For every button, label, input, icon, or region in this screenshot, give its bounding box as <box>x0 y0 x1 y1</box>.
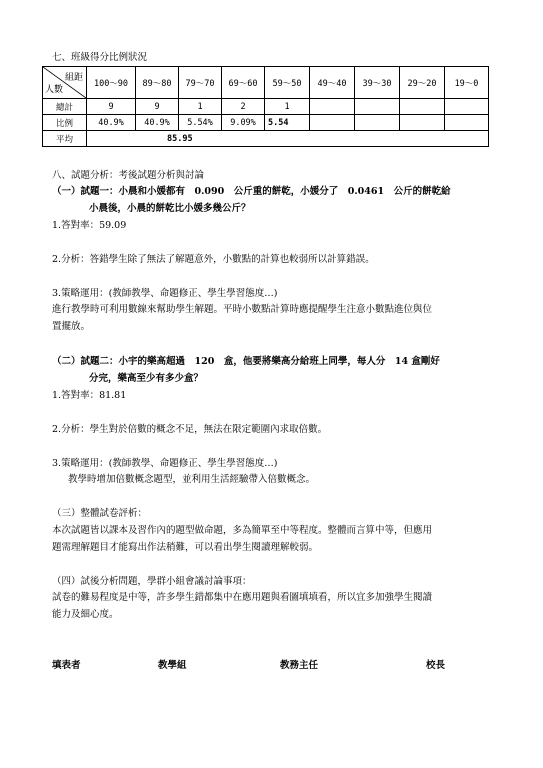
range-header: 69～60 <box>222 67 265 99</box>
question2-strategy-heading: 3.策略運用：(教師教學、命題修正、學生學習態度…) <box>52 458 278 469</box>
table-cell: 9.09% <box>222 115 265 131</box>
table-cell <box>310 99 355 115</box>
question1-analysis: 2.分析：答錯學生除了無法了解題意外，小數點的計算也較弱所以計算錯誤。 <box>52 254 375 265</box>
section7-title: 七、班級得分比例狀況 <box>52 52 148 63</box>
table-cell: 9 <box>136 99 179 115</box>
signature-teaching-section: 教學組 <box>158 660 187 671</box>
row-label: 平均 <box>43 131 87 147</box>
table-corner-cell <box>43 67 87 99</box>
range-header: 59～50 <box>265 67 310 99</box>
range-header: 29～20 <box>400 67 445 99</box>
range-header: 89～80 <box>136 67 179 99</box>
range-header: 19～0 <box>445 67 489 99</box>
section4-text-cont: 能力及細心度。 <box>52 609 119 620</box>
section4-title: （四）試後分析問題，學群小組會議討論事項： <box>52 576 252 587</box>
range-header: 49～40 <box>310 67 355 99</box>
section8-title: 八、試題分析：考後試題分析與討論 <box>52 170 205 181</box>
range-header: 39～30 <box>355 67 400 99</box>
corner-bottom-label: 人數 <box>45 85 64 95</box>
table-cell: 1 <box>265 99 310 115</box>
question1-strategy-text-cont: 置擺放。 <box>52 321 91 332</box>
table-cell <box>355 99 400 115</box>
question1-strategy-heading: 3.策略運用：(教師教學、命題修正、學生學習態度…) <box>52 288 278 299</box>
table-cell: 9 <box>87 99 136 115</box>
table-cell <box>400 99 445 115</box>
question1-line1: （一）試題一：小晨和小媛都有 0.090 公斤重的餅乾，小媛分了 0.0461 公斤的餅乾給 <box>52 186 451 197</box>
corner-top-label: 組距 <box>64 73 83 83</box>
question1-line2: 小晨後，小晨的餅乾比小媛多幾公斤？ <box>89 203 251 214</box>
table-row-total <box>43 99 489 115</box>
table-cell: 1 <box>179 99 222 115</box>
table-cell: 40.9% <box>136 115 179 131</box>
signature-academic-director: 教務主任 <box>280 660 319 671</box>
average-value: 85.95 <box>87 131 489 147</box>
signature-principal: 校長 <box>426 660 446 671</box>
table-cell <box>310 115 355 131</box>
question2-strategy-text: 教學時增加倍數概念題型，並利用生活經驗帶入倍數概念。 <box>68 474 316 485</box>
table-cell: 40.9% <box>87 115 136 131</box>
row-label: 比例 <box>43 115 87 131</box>
row-label: 總計 <box>43 99 87 115</box>
question2-analysis: 2.分析：學生對於倍數的概念不足，無法在限定範圍內求取倍數。 <box>52 424 328 435</box>
section3-title: （三）整體試卷評析： <box>52 508 148 519</box>
table-cell <box>445 99 489 115</box>
section3-text-cont: 題需理解題目才能寫出作法稍難，可以看出學生閱讀理解較弱。 <box>52 542 319 553</box>
range-header: 79～70 <box>179 67 222 99</box>
signature-preparer: 填表者 <box>52 660 81 671</box>
table-header-row <box>43 67 489 99</box>
table-row-average <box>43 131 489 147</box>
question2-line1: （二）試題二：小宇的樂高超過 120 盒，他要將樂高分給班上同學，每人分 14 盒剛好 <box>52 356 440 367</box>
question2-line2: 分完，樂高至少有多少盒？ <box>89 373 204 384</box>
table-cell <box>355 115 400 131</box>
table-cell <box>445 115 489 131</box>
table-row-ratio <box>43 115 489 131</box>
range-header: 100～90 <box>87 67 136 99</box>
section4-text: 試卷的難易程度是中等，許多學生錯都集中在應用題與看圖填填看，所以宜多加強學生閱讀 <box>52 592 433 603</box>
score-distribution-table <box>42 66 489 147</box>
table-cell: 5.54% <box>179 115 222 131</box>
question2-correct-rate: 1.答對率：81.81 <box>52 390 127 401</box>
question1-strategy-text: 進行教學時可利用數線來幫助學生解題。平時小數點計算時應提醒學生注意小數點進位與位 <box>52 304 433 315</box>
table-cell: 2 <box>222 99 265 115</box>
table-cell <box>400 115 445 131</box>
section3-text: 本次試題皆以課本及習作內的題型做命題，多為簡單至中等程度。整體而言算中等，但應用 <box>52 525 433 536</box>
table-cell: 5.54 <box>265 115 310 131</box>
question1-correct-rate: 1.答對率：59.09 <box>52 220 127 231</box>
